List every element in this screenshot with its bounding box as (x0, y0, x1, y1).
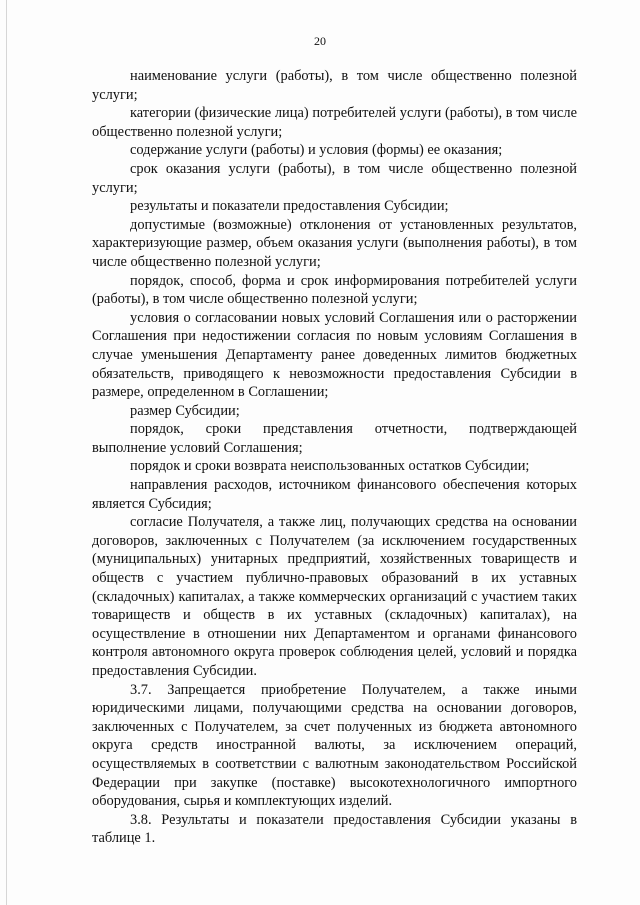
paragraph-service-term: срок оказания услуги (работы), в том числе общественно полезной услуги; (92, 160, 577, 196)
page-number: 20 (314, 34, 326, 48)
paragraph-informing-procedure: порядок, способ, форма и срок информирования потребителей услуги (работы), в том числе общественно полезной услуги; (92, 272, 577, 308)
paragraph-reporting: порядок, сроки представления отчетности, подтверждающей выполнение условий Соглашения; (92, 421, 577, 456)
paragraph-clause-3-8: 3.8. Результаты и показатели предоставления Субсидии указаны в таблице 1. (92, 811, 577, 847)
scan-edge-line (6, 0, 7, 905)
paragraph-clause-3-7: 3.7. Запрещается приобретение Получателем, а также иными юридическими лицами, получающими средства на основании договоров, заключенных с Получателем, за счет полученных из бюджета автономного округа средств иностранной валюты, за исключением операций, осуществляемых в соответствии с валютным законодательством Российской Федерации при закупке (поставке) высокотехнологичного импортного оборудования, сырья и комплектующих изделий. (92, 681, 577, 810)
paragraph-allowed-deviations: допустимые (возможные) отклонения от установленных результатов, характеризующие размер, объем оказания услуги (выполнения работы), в том числе общественно полезной услуги; (92, 216, 577, 270)
paragraph-agreement-conditions: условия о согласовании новых условий Соглашения или о расторжении Соглашения при недостижении согласия по новым условиям Соглашения в случае уменьшения Департаменту ранее доведенных лимитов бюджетных обязательств, приводящего к невозможности предоставления Субсидии в размере, определенном в Соглашении; (92, 309, 577, 401)
paragraph-service-content: содержание услуги (работы) и условия (формы) ее оказания; (130, 142, 503, 159)
paragraph-expense-directions: направления расходов, источником финансового обеспечения которых является Субсидия; (92, 477, 577, 512)
paragraph-results-indicators: результаты и показатели предоставления Субсидии; (130, 198, 449, 215)
paragraph-service-name: наименование услуги (работы), в том числе общественно полезной услуги; (92, 68, 577, 103)
document-body (92, 67, 577, 848)
paragraph-recipient-consent: согласие Получателя, а также лиц, получающих средства на основании договоров, заключенных с Получателем (за исключением государственных (муниципальных) унитарных предприятий, хозяйственных товариществ и обществ с участием публично-правовых образований в их уставных (складочных) капиталах, а также коммерческих организаций с участием таких товариществ и обществ в их уставных (складочных) капиталах), на осуществление в отношении них Департаментом и органами финансового контроля автономного округа проверок соблюдения целей, условий и порядка предоставления Субсидии. (92, 514, 577, 679)
paragraph-return-procedure: порядок и сроки возврата неиспользованных остатков Субсидии; (130, 458, 530, 475)
paragraph-consumer-categories: категории (физические лица) потребителей услуги (работы), в том числе общественно полезной услуги; (92, 105, 577, 140)
paragraph-subsidy-amount: размер Субсидии; (130, 402, 240, 419)
